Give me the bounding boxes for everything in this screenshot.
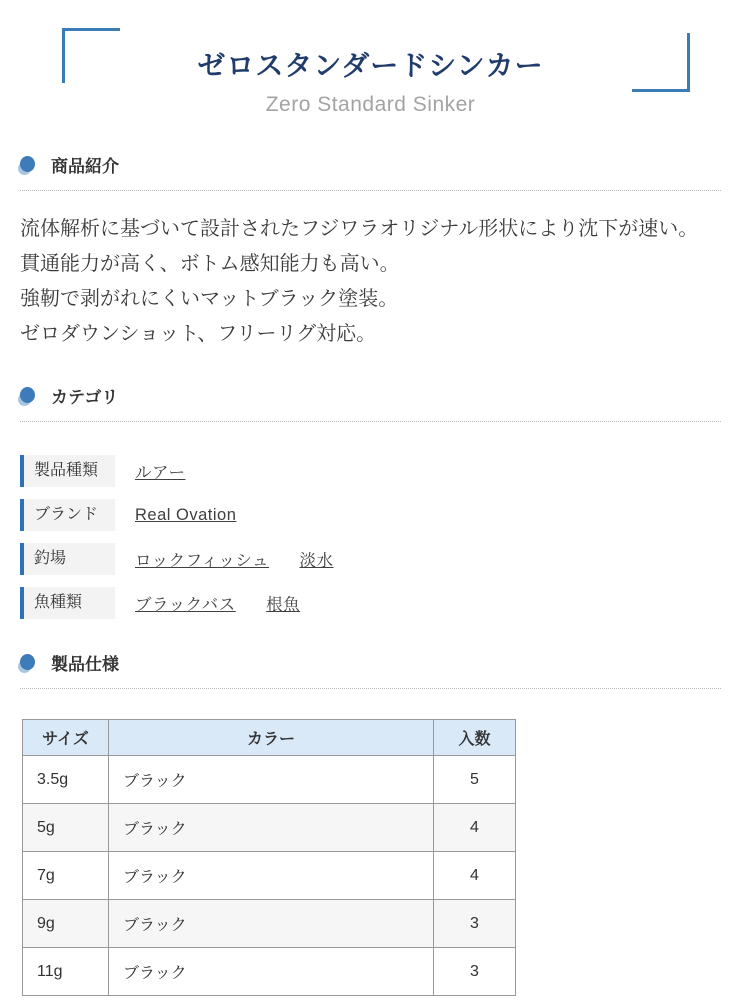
description-line: 強靭で剥がれにくいマットブラック塗装。 (20, 288, 399, 310)
category-links (135, 591, 300, 615)
section-spec (20, 650, 721, 996)
product-description (20, 212, 721, 352)
spec-table-row (23, 804, 516, 852)
category-links (135, 547, 333, 571)
section-header-spec (20, 650, 721, 689)
category-link-freshwater[interactable]: 淡水 (299, 552, 334, 570)
description-line: ゼロダウンショット、フリーリグ対応。 (20, 323, 377, 345)
bullet-circle-icon (20, 387, 37, 405)
category-link-brand[interactable]: Real Ovation (135, 505, 237, 524)
page-title: ゼロスタンダードシンカー (197, 50, 544, 81)
description-line: 流体解析に基づいて設計されたフジワラオリジナル形状により沈下が速い。 (20, 218, 699, 240)
product-header (20, 0, 721, 130)
col-header-color: カラー (109, 720, 434, 756)
spec-table-header-row (23, 720, 516, 756)
description-line: 貫通能力が高く、ボトム感知能力も高い。 (20, 253, 400, 275)
corner-bracket-top-left-icon (62, 28, 120, 83)
category-link-lure[interactable]: ルアー (135, 464, 186, 482)
category-list (20, 455, 721, 619)
bullet-circle-icon (20, 654, 37, 672)
section-header-intro (20, 152, 721, 191)
section-category (20, 383, 721, 619)
corner-bracket-bottom-right-icon (632, 33, 690, 92)
category-row-product-type (20, 455, 721, 487)
spec-table (22, 719, 516, 996)
spec-table-row (23, 756, 516, 804)
category-label: 魚種類 (20, 587, 115, 619)
spec-table-row (23, 948, 516, 996)
cell-size: 5g (23, 804, 109, 852)
category-links (135, 459, 186, 483)
section-heading-spec: 製品仕様 (51, 655, 119, 674)
cell-color: ブラック (109, 852, 434, 900)
section-heading-intro: 商品紹介 (51, 157, 119, 176)
spec-table-row (23, 900, 516, 948)
cell-size: 3.5g (23, 756, 109, 804)
section-heading-category: カテゴリ (51, 388, 119, 407)
cell-color: ブラック (109, 900, 434, 948)
section-header-category (20, 383, 721, 422)
cell-color: ブラック (109, 756, 434, 804)
section-intro (20, 152, 721, 352)
category-row-fish-type (20, 587, 721, 619)
cell-color: ブラック (109, 804, 434, 852)
category-row-brand (20, 499, 721, 531)
cell-size: 7g (23, 852, 109, 900)
category-label: 製品種類 (20, 455, 115, 487)
cell-size: 11g (23, 948, 109, 996)
cell-count: 5 (434, 756, 516, 804)
category-label: 釣場 (20, 543, 115, 575)
spec-table-row (23, 852, 516, 900)
category-link-blackbass[interactable]: ブラックバス (135, 596, 236, 614)
category-link-rockdweller[interactable]: 根魚 (266, 596, 301, 614)
cell-count: 3 (434, 948, 516, 996)
cell-count: 4 (434, 804, 516, 852)
page-subtitle: Zero Standard Sinker (265, 93, 476, 116)
col-header-size: サイズ (23, 720, 109, 756)
cell-count: 4 (434, 852, 516, 900)
cell-count: 3 (434, 900, 516, 948)
category-links (135, 506, 236, 525)
category-row-fishing-spot (20, 543, 721, 575)
category-link-rockfish[interactable]: ロックフィッシュ (135, 552, 270, 570)
bullet-circle-icon (20, 156, 37, 174)
cell-color: ブラック (109, 948, 434, 996)
col-header-count: 入数 (434, 720, 516, 756)
category-label: ブランド (20, 499, 115, 531)
cell-size: 9g (23, 900, 109, 948)
